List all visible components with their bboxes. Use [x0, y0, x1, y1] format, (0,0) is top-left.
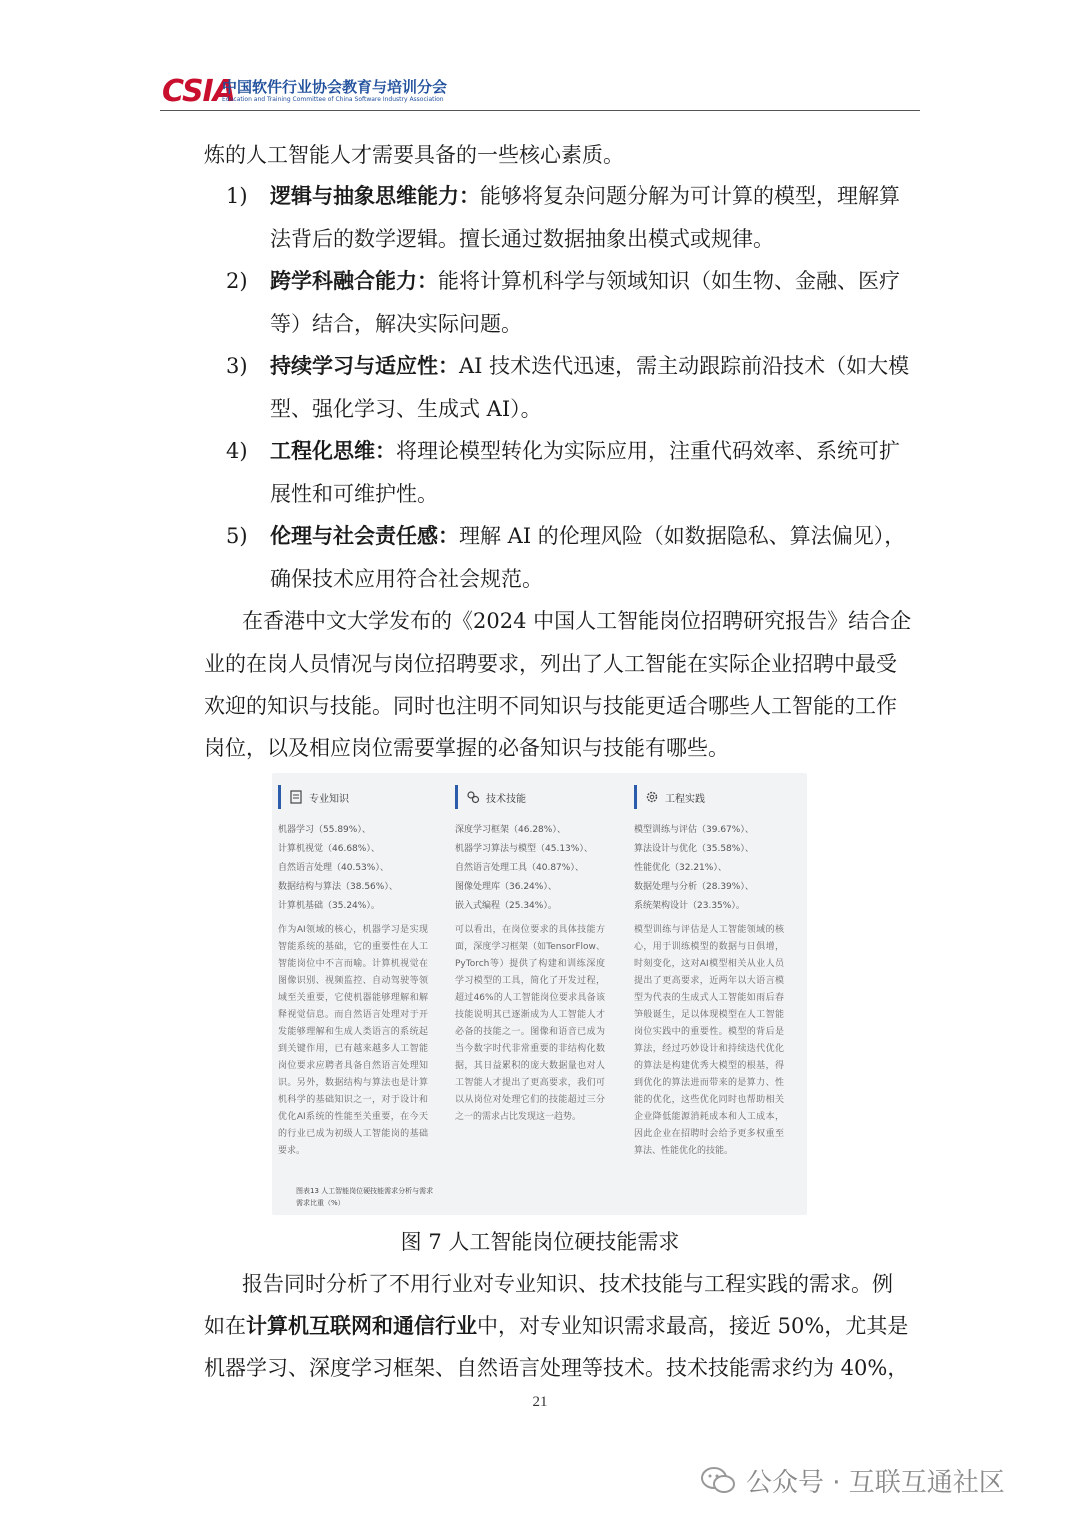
list-item-text: 理解 AI 的伦理风险（如数据隐私、算法偏见），	[459, 524, 906, 548]
column-paragraph: 可以看出，在岗位要求的具体技能方面，深度学习框架（如TensorFlow、PyTorch等）提供了构建和训练深度学习模型的工具，简化了开发过程，超过46%的人工智能岗位要求具备该技能说明其已逐渐成为人工智能人才必备的技能之一。图像和语音已成为当今数字时代非常重要的非结构化数据，其日益累积的庞大数据量也对人工智能人才提出了更高要求，我们可以从岗位对处理它们的技能超过三分之一的需求占比发现这一趋势。	[455, 925, 605, 1122]
skill-item: 自然语言处理工具（40.87%）、	[455, 863, 584, 873]
figure-column	[455, 785, 615, 1126]
list-item-cont: 型、强化学习、生成式 AI）。	[270, 397, 542, 421]
skill-item: 模型训练与评估（39.67%）、	[634, 825, 754, 835]
skill-item: 性能优化（32.21%）、	[634, 863, 727, 873]
skill-item: 数据处理与分析（28.39%）、	[634, 882, 754, 892]
figure-caption: 图 7 人工智能岗位硬技能需求	[400, 1230, 680, 1254]
list-num: 2)	[226, 269, 248, 293]
figure-column	[634, 785, 794, 1160]
column-paragraph: 作为AI领域的核心，机器学习是实现智能系统的基础，它的重要性在人工智能岗位中不言而喻。计算机视觉在图像识别、视频监控、自动驾驶等领域至关重要，它使机器能够理解和解释视觉信息。而自然语言处理对于开发能够理解和生成人类语言的系统起到关键作用，已有越来越多人工智能岗位要求应聘者具备自然语言处理知识。另外，数据结构与算法也是计算机科学的基础知识之一，对于设计和优化AI系统的性能至关重要，在今天的行业已成为初级人工智能岗的基础要求。	[278, 925, 428, 1156]
list-num: 5)	[226, 524, 248, 548]
skill-item: 机器学习（55.89%）、	[278, 825, 371, 835]
list-item-cont: 确保技术应用符合社会规范。	[270, 567, 543, 591]
gears-icon	[466, 790, 480, 804]
list-num: 4)	[226, 439, 248, 463]
list-item-cont: 等）结合，解决实际问题。	[270, 312, 522, 336]
column-title: 技术技能	[486, 793, 526, 805]
para2-text: 中，对专业知识需求最高，接近 50%，尤其是	[477, 1314, 909, 1338]
list-item-title: 伦理与社会责任感：	[270, 523, 459, 548]
list-item-title: 逻辑与抽象思维能力：	[270, 183, 480, 208]
figure-note-line: 需求比重（%）	[296, 1199, 345, 1207]
org-name-en: Education and Training Committee of China Software Industry Association	[222, 96, 444, 103]
skill-item: 算法设计与优化（35.58%）、	[634, 844, 754, 854]
column-title: 工程实践	[665, 793, 705, 805]
list-item-cont: 展性和可维护性。	[270, 482, 438, 506]
page-header	[160, 70, 920, 112]
intro-line: 炼的人工智能人才需要具备的一些核心素质。	[204, 143, 624, 167]
para1-line: 业的在岗人员情况与岗位招聘要求，列出了人工智能在实际企业招聘中最受	[204, 652, 897, 676]
list-item-text: 能够将复杂问题分解为可计算的模型，理解算	[480, 184, 900, 208]
para2-line	[204, 1311, 908, 1341]
header-divider	[160, 110, 920, 111]
figure-column	[278, 785, 438, 1160]
column-paragraph: 模型训练与评估是人工智能领域的核心，用于训练模型的数据与日俱增，时刻变化，这对AI模型相关从业人员提出了更高要求，近两年以大语言模型为代表的生成式人工智能如雨后春笋般诞生，足以体现模型在人工智能岗位实践中的重要性。模型的背后是算法，经过巧妙设计和持续迭代优化的算法是构建优秀大模型的根基，得到优化的算法进而带来的是算力、性能的优化，这些优化同时也帮助相关企业降低能源消耗成本和人工成本，因此企业在招聘时会给予更多权重至算法、性能优化的技能。	[634, 925, 784, 1156]
column-header	[278, 785, 438, 809]
para2-line: 机器学习、深度学习框架、自然语言处理等技术。技术技能需求约为 40%，	[204, 1356, 909, 1380]
skill-item: 系统架构设计（23.35%）。	[634, 901, 745, 911]
document-icon	[289, 790, 303, 804]
skill-item: 机器学习算法与模型（45.13%）、	[455, 844, 593, 854]
skills-figure	[272, 773, 807, 1215]
column-title: 专业知识	[309, 793, 349, 805]
skill-item: 深度学习框架（46.28%）、	[455, 825, 566, 835]
list-item-text: 能将计算机科学与领域知识（如生物、金融、医疗	[438, 269, 900, 293]
wechat-icon	[700, 1466, 736, 1496]
skill-item: 数据结构与算法（38.56%）、	[278, 882, 398, 892]
figure-note-line: 图表13 人工智能岗位硬技能需求分析与需求	[296, 1187, 434, 1195]
para1-line: 在香港中文大学发布的《2024 中国人工智能岗位招聘研究报告》结合企	[242, 609, 912, 633]
para2-highlight: 计算机互联网和通信行业	[246, 1313, 477, 1338]
page-number: 21	[532, 1394, 548, 1410]
watermark-text: 公众号 · 互联互通社区	[746, 1468, 1005, 1498]
list-item	[270, 521, 905, 551]
skill-item: 自然语言处理（40.53%）、	[278, 863, 389, 873]
list-item-text: AI 技术迭代迅速，需主动跟踪前沿技术（如大模	[459, 354, 910, 378]
list-item	[270, 181, 900, 211]
list-item	[270, 266, 900, 296]
skill-item: 计算机基础（35.24%）。	[278, 901, 380, 911]
wechat-watermark	[700, 1462, 1005, 1499]
para2-text: 如在	[204, 1314, 246, 1338]
skill-item: 嵌入式编程（25.34%）。	[455, 901, 557, 911]
list-item	[270, 436, 900, 466]
skill-item: 图像处理库（36.24%）、	[455, 882, 557, 892]
list-num: 3)	[226, 354, 248, 378]
list-item-title: 持续学习与适应性：	[270, 353, 459, 378]
list-item-text: 将理论模型转化为实际应用，注重代码效率、系统可扩	[396, 439, 900, 463]
para2-line: 报告同时分析了不用行业对专业知识、技术技能与工程实践的需求。例	[242, 1272, 893, 1296]
logo-text: CSIA	[162, 74, 235, 109]
skill-item: 计算机视觉（46.68%）、	[278, 844, 380, 854]
column-header	[634, 785, 794, 809]
list-item-title: 工程化思维：	[270, 438, 396, 463]
list-item	[270, 351, 909, 381]
gear-icon	[645, 790, 659, 804]
figure-note	[296, 1185, 433, 1209]
list-item-cont: 法背后的数学逻辑。擅长通过数据抽象出模式或规律。	[270, 227, 774, 251]
list-item-title: 跨学科融合能力：	[270, 268, 438, 293]
list-num: 1)	[226, 184, 248, 208]
org-name-cn: 中国软件行业协会教育与培训分会	[222, 78, 448, 96]
column-header	[455, 785, 615, 809]
para1-line: 岗位，以及相应岗位需要掌握的必备知识与技能有哪些。	[204, 736, 729, 760]
para1-line: 欢迎的知识与技能。同时也注明不同知识与技能更适合哪些人工智能的工作	[204, 694, 897, 718]
